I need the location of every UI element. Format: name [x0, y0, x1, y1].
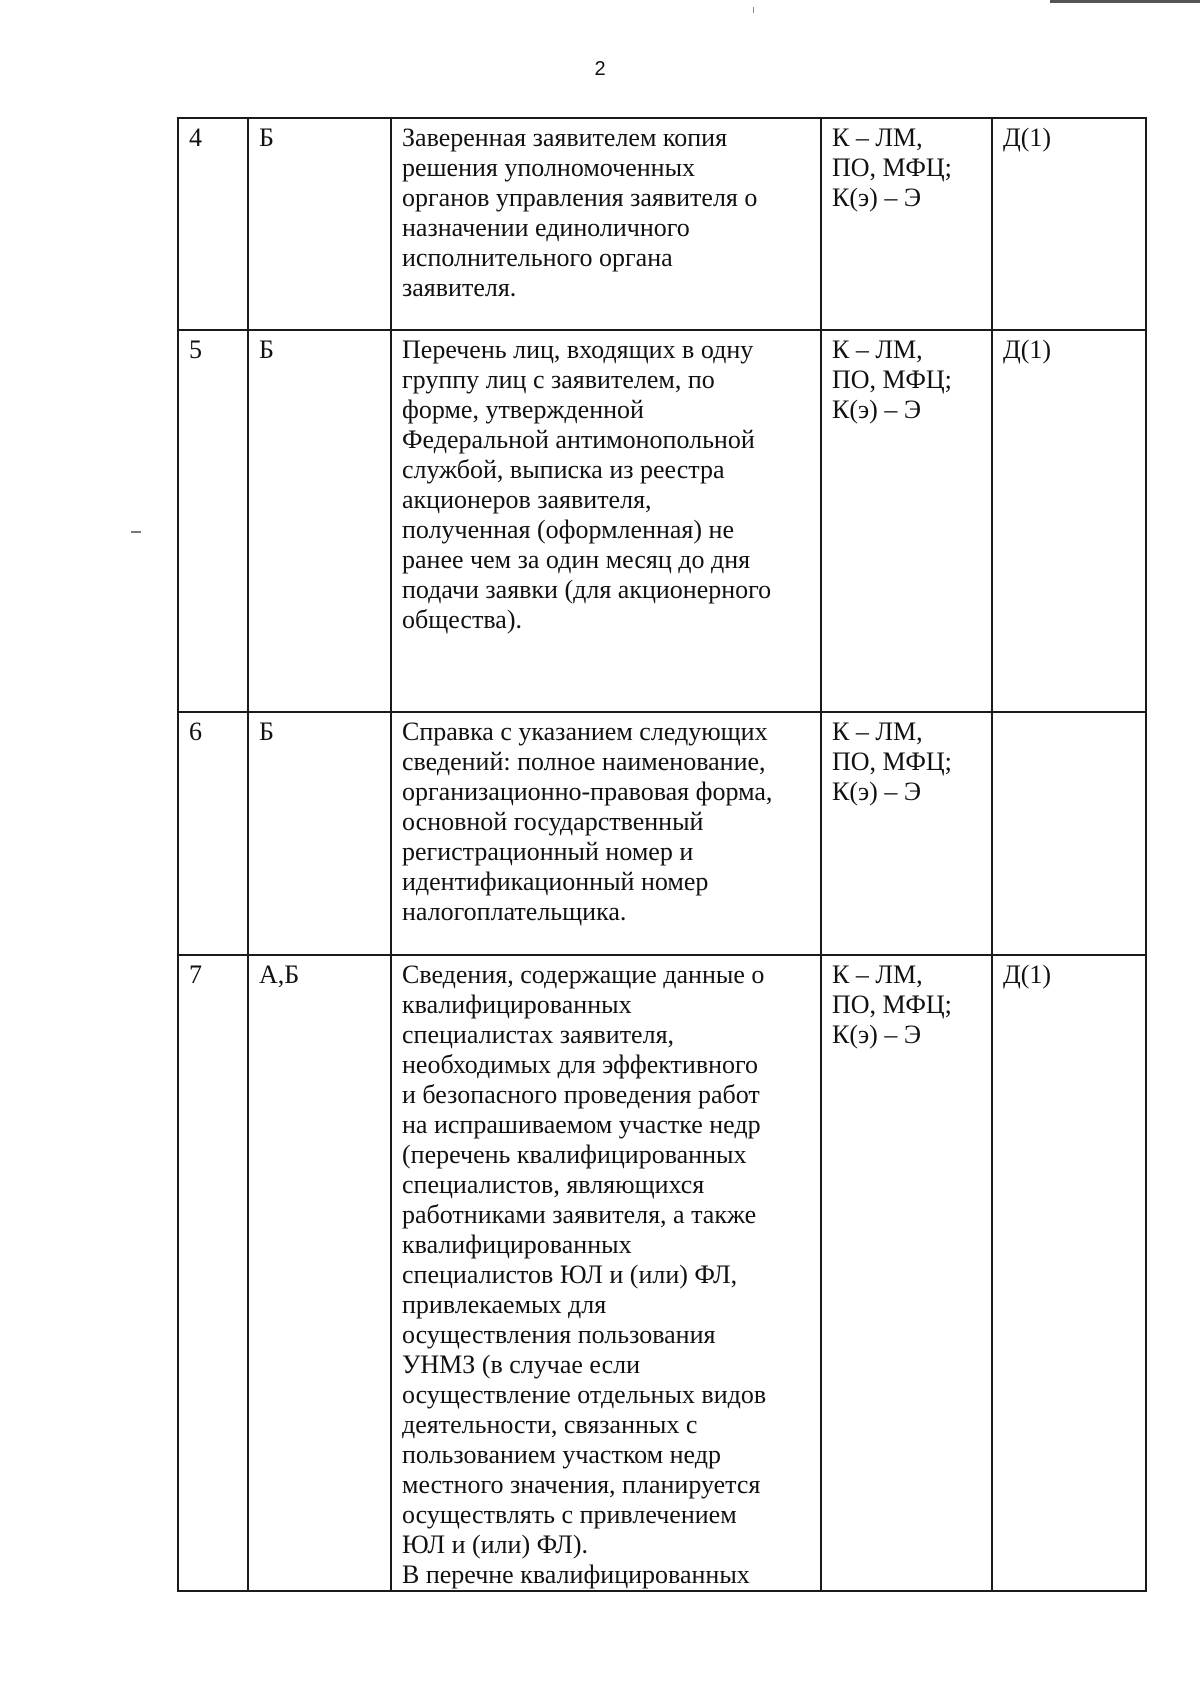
description-line: Федеральной антимонопольной [402, 425, 755, 454]
submission-form-line: К(э) – Э [832, 395, 921, 424]
description-line: подачи заявки (для акционерного [402, 575, 772, 604]
submission-form-line: К – ЛМ, [832, 335, 923, 364]
description-line: организационно-правовая форма, [402, 777, 773, 806]
note-cell [992, 118, 1146, 330]
submission-form-line: ПО, МФЦ; [832, 153, 952, 182]
description-line: необходимых для эффективного [402, 1050, 759, 1079]
table-row [178, 712, 1146, 955]
description-line: исполнительного органа [402, 243, 673, 272]
description-line: квалифицированных [402, 990, 632, 1019]
description-line: налогоплательщика. [402, 897, 627, 926]
description-line: квалифицированных [402, 1230, 632, 1259]
description-line: Сведения, содержащие данные о [402, 960, 765, 989]
submission-form-line: ПО, МФЦ; [832, 747, 952, 776]
submission-form-line: К(э) – Э [832, 1020, 921, 1049]
description-line: органов управления заявителя о [402, 183, 758, 212]
note-value: Д(1) [1003, 335, 1052, 364]
description-line: специалистах заявителя, [402, 1020, 675, 1049]
row-number: 7 [189, 960, 202, 989]
margin-dash [131, 531, 141, 533]
category-value: Б [259, 123, 274, 152]
description-line: привлекаемых для [402, 1290, 607, 1319]
document-description-cell [391, 955, 821, 1591]
description-line: работниками заявителя, а также [402, 1200, 757, 1229]
note-value: Д(1) [1003, 960, 1052, 989]
submission-form-line: ПО, МФЦ; [832, 365, 952, 394]
description-line: УНМЗ (в случае если [402, 1350, 641, 1379]
page-number: 2 [594, 58, 606, 80]
category-value: Б [259, 335, 274, 364]
row-number-cell [178, 955, 248, 1591]
row-number: 6 [189, 717, 202, 746]
description-line: специалистов, являющихся [402, 1170, 705, 1199]
description-line: Справка с указанием следующих [402, 717, 768, 746]
submission-forms-cell [821, 955, 992, 1591]
table-row [178, 955, 1146, 1591]
submission-form-line: К – ЛМ, [832, 960, 923, 989]
category-value: А,Б [259, 960, 300, 989]
submission-form-line: К – ЛМ, [832, 717, 923, 746]
description-line: идентификационный номер [402, 867, 709, 896]
note-cell [992, 712, 1146, 955]
table-row [178, 330, 1146, 712]
description-line: основной государственный [402, 807, 704, 836]
description-line: местного значения, планируется [402, 1470, 761, 1499]
category-cell [248, 330, 391, 712]
description-line: акционеров заявителя, [402, 485, 652, 514]
document-description-cell [391, 712, 821, 955]
description-line: осуществления пользования [402, 1320, 716, 1349]
row-number-cell [178, 330, 248, 712]
description-line: форме, утвержденной [402, 395, 644, 424]
description-line: (перечень квалифицированных [402, 1140, 747, 1169]
description-line: службой, выписка из реестра [402, 455, 725, 484]
note-cell [992, 330, 1146, 712]
table-row [178, 118, 1146, 330]
description-line: осуществление отдельных видов [402, 1380, 767, 1409]
description-line: общества). [402, 605, 522, 634]
description-line: ЮЛ и (или) ФЛ). [402, 1530, 588, 1559]
description-line: регистрационный номер и [402, 837, 694, 866]
description-line: деятельности, связанных с [402, 1410, 698, 1439]
description-line: группу лиц с заявителем, по [402, 365, 715, 394]
submission-forms-cell [821, 712, 992, 955]
submission-forms-cell [821, 118, 992, 330]
description-line: на испрашиваемом участке недр [402, 1110, 761, 1139]
description-line: полученная (оформленная) не [402, 515, 735, 544]
description-line: осуществлять с привлечением [402, 1500, 737, 1529]
category-cell [248, 712, 391, 955]
description-line: ранее чем за один месяц до дня [402, 545, 751, 574]
submission-form-line: К(э) – Э [832, 183, 921, 212]
requirements-table [177, 117, 1147, 1592]
category-cell [248, 955, 391, 1591]
category-cell [248, 118, 391, 330]
description-line: и безопасного проведения работ [402, 1080, 760, 1109]
submission-forms-cell [821, 330, 992, 712]
description-line: В перечне квалифицированных [402, 1560, 750, 1589]
description-line: сведений: полное наименование, [402, 747, 766, 776]
description-line: специалистов ЮЛ и (или) ФЛ, [402, 1260, 738, 1289]
document-description-cell [391, 118, 821, 330]
note-cell [992, 955, 1146, 1591]
scan-edge-mark [1050, 0, 1200, 3]
submission-form-line: ПО, МФЦ; [832, 990, 952, 1019]
submission-form-line: К(э) – Э [832, 777, 921, 806]
scan-artifact [753, 7, 754, 13]
note-value: Д(1) [1003, 123, 1052, 152]
description-line: назначении единоличного [402, 213, 690, 242]
row-number-cell [178, 118, 248, 330]
category-value: Б [259, 717, 274, 746]
submission-form-line: К – ЛМ, [832, 123, 923, 152]
description-line: заявителя. [402, 273, 517, 302]
table-body [178, 118, 1146, 1591]
row-number: 4 [189, 123, 202, 152]
description-line: решения уполномоченных [402, 153, 696, 182]
row-number: 5 [189, 335, 202, 364]
description-line: пользованием участком недр [402, 1440, 721, 1469]
row-number-cell [178, 712, 248, 955]
description-line: Перечень лиц, входящих в одну [402, 335, 754, 364]
description-line: Заверенная заявителем копия [402, 123, 728, 152]
document-description-cell [391, 330, 821, 712]
